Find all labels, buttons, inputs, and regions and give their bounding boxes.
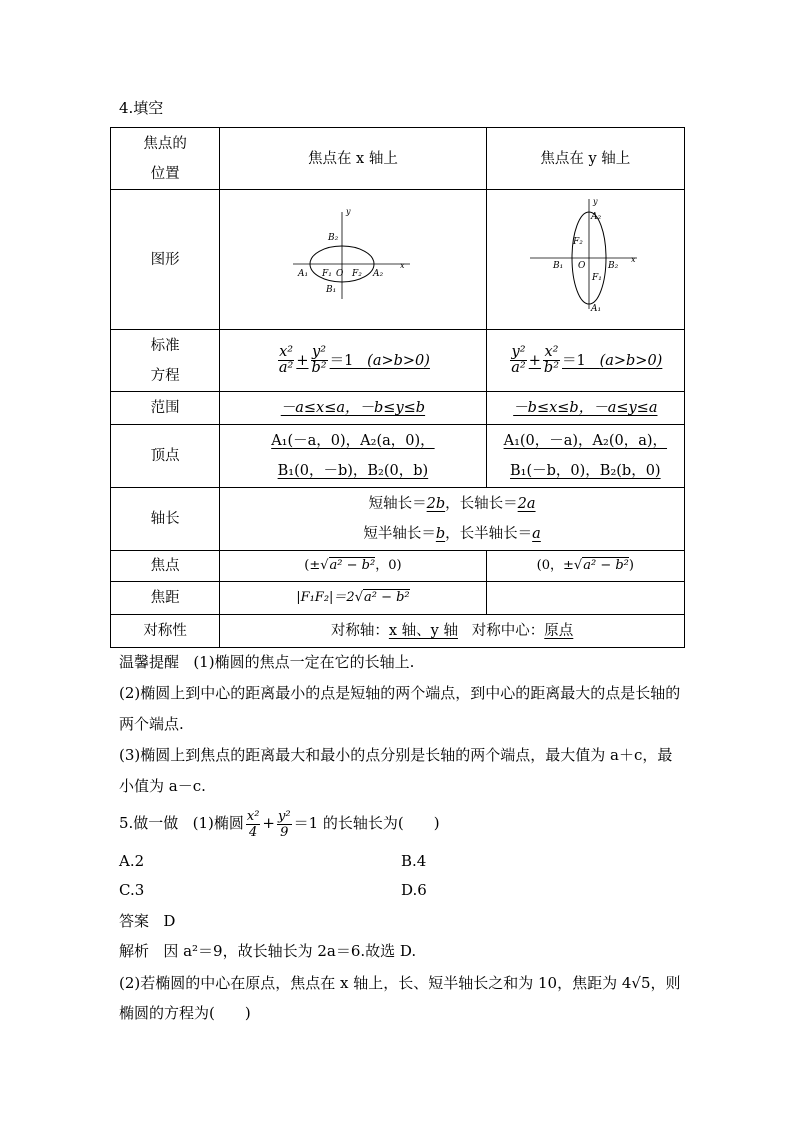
table-row: [111, 615, 685, 648]
answer-line: [119, 909, 684, 933]
fig-label: B₂: [327, 233, 339, 243]
ellipse-properties-table: [110, 127, 685, 648]
header-position: 焦点的 位置: [111, 128, 220, 190]
answer-value: D: [163, 912, 176, 930]
tip-title: 温馨提醒: [119, 653, 180, 671]
table-row: [111, 190, 685, 330]
ellipse-y-axis-figure: [525, 194, 645, 314]
fig-label: O: [578, 261, 586, 271]
fig-label: A₁: [591, 304, 602, 314]
range-y-axis: －b≤x≤b，－a≤y≤a: [486, 392, 684, 425]
row-label-focus: 焦点: [111, 551, 220, 582]
fig-label: F₁: [321, 269, 332, 279]
fig-label: B₂: [608, 261, 619, 271]
practice-q2: (2)若椭圆的中心在原点，焦点在 x 轴上，长、短半轴长之和为 10，焦距为 4√5，则椭圆的方程为( ): [119, 974, 681, 1022]
row-label-graph: 图形: [111, 190, 220, 330]
ellipse-x-axis-figure: [288, 204, 418, 304]
focus-y-axis: (0，±√a² − b²): [486, 551, 684, 582]
equation-x-axis: $\frac{\text{x²}}{\text{a²}}$ + $\frac{\text{y²}}{\text{b²}}$ ＝1 (a>b>0): [220, 330, 486, 392]
row-label-symmetry: 对称性: [111, 615, 220, 648]
header-x-axis: 焦点在 x 轴上: [220, 128, 486, 190]
focus-x-axis: (±√a² − b²，0): [220, 551, 486, 582]
focal-distance-cell: |F₁F₂|＝2√a² − b²: [220, 582, 486, 615]
fig-label: A₂: [591, 212, 602, 222]
table-row: [111, 330, 685, 392]
option-b: B.4: [401, 852, 427, 870]
equation-y-axis: $\frac{\text{y²}}{\text{a²}}$ + $\frac{\text{x²}}{\text{b²}}$ ＝1 (a>b>0): [486, 330, 684, 392]
table-row: [111, 425, 685, 488]
section-heading: 4.填空: [119, 99, 164, 117]
fig-label: B₁: [325, 285, 337, 295]
row-label-focal-distance: 焦距: [111, 582, 220, 615]
analysis-line: 解析 因 a²＝9，故长轴长为 2a＝6.故选 D.: [119, 942, 417, 960]
practice-q1: 5.做一做 (1)椭圆 $\frac{\text{x²}}{4}$ + $\frac{\text{y²}}{9}$ ＝1 的长轴长为( ): [119, 808, 440, 840]
axis-length-cell: 短轴长＝2b，长轴长＝2a 短半轴长＝b，长半轴长＝a: [220, 488, 685, 551]
vertex-y-axis: A₁(0，－a)，A₂(0，a)， B₁(－b，0)，B₂(b，0): [486, 425, 684, 488]
tip-p3: (3)椭圆上到焦点的距离最大和最小的点分别是长轴的两个端点，最大值为 a＋c，最小值为 a－c.: [119, 746, 673, 795]
tip-p2: (2)椭圆上到中心的距离最小的点是短轴的两个端点，到中心的距离最大的点是长轴的两个端点.: [119, 684, 681, 733]
tip-p1: 温馨提醒 (1)椭圆的焦点一定在它的长轴上.: [119, 653, 415, 671]
fig-label: F₁: [592, 273, 603, 283]
table-row: [111, 488, 685, 551]
fig-label: F₂: [351, 269, 362, 279]
focal-distance-empty: [486, 582, 684, 615]
row-label-equation: 标准 方程: [111, 330, 220, 392]
table-row: [111, 128, 685, 190]
option-c: C.3: [119, 881, 145, 899]
fig-label: y: [345, 207, 351, 216]
graph-y-axis-cell: [486, 190, 684, 330]
analysis-label: 解析: [119, 942, 150, 960]
row-label-axis-length: 轴长: [111, 488, 220, 551]
practice-title: 5.做一做: [119, 814, 179, 832]
row-label-range: 范围: [111, 392, 220, 425]
answer-label: 答案: [119, 912, 150, 930]
fig-label: x: [631, 255, 636, 264]
fig-label: B₁: [553, 261, 564, 271]
range-x-axis: －a≤x≤a，－b≤y≤b: [220, 392, 486, 425]
table-row: [111, 551, 685, 582]
fig-label: O: [335, 269, 344, 279]
fig-label: x: [399, 261, 405, 270]
graph-x-axis-cell: [220, 190, 486, 330]
table-row: [111, 582, 685, 615]
vertex-x-axis: A₁(－a，0)，A₂(a，0)， B₁(0，－b)，B₂(0，b): [220, 425, 486, 488]
symmetry-cell: 对称轴：x 轴、y 轴 对称中心：原点: [220, 615, 685, 648]
fig-label: A₁: [297, 269, 309, 279]
option-a: A.2: [119, 852, 145, 870]
fig-label: F₂: [573, 237, 584, 247]
header-y-axis: 焦点在 y 轴上: [486, 128, 684, 190]
table-row: [111, 392, 685, 425]
fig-label: y: [593, 197, 598, 206]
fig-label: A₂: [372, 269, 384, 279]
row-label-vertex: 顶点: [111, 425, 220, 488]
option-d: D.6: [401, 881, 427, 899]
